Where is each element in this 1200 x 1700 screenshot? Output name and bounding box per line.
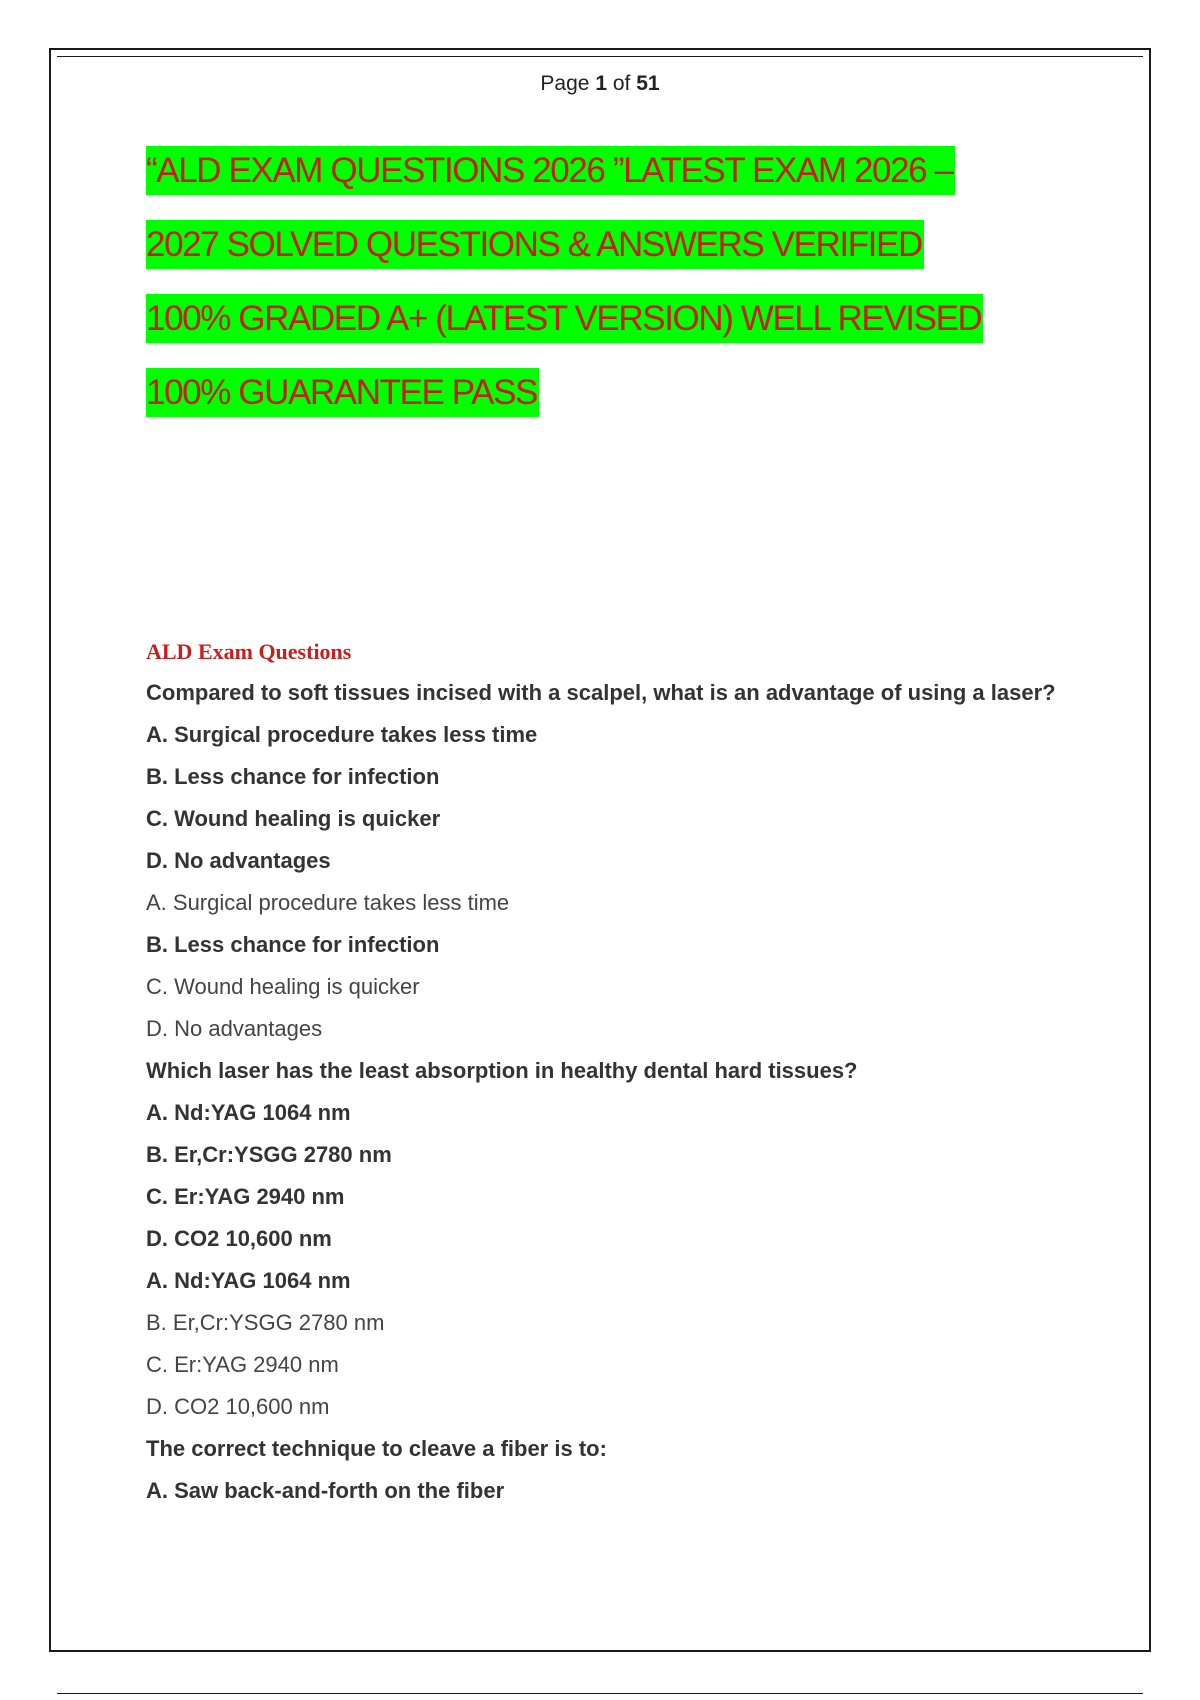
q2-answer-b: B. Er,Cr:YSGG 2780 nm — [146, 1310, 385, 1335]
question-content — [146, 636, 1086, 1512]
q2-answer-a-correct: A. Nd:YAG 1064 nm — [146, 1268, 351, 1293]
q2-option-c: C. Er:YAG 2940 nm — [146, 1184, 345, 1209]
question-3: The correct technique to cleave a fiber is to: — [146, 1436, 607, 1461]
q2-answer-c: C. Er:YAG 2940 nm — [146, 1352, 339, 1377]
q1-answer-b-correct: B. Less chance for infection — [146, 932, 440, 957]
page-current: 1 — [595, 72, 607, 95]
document-title — [146, 146, 1046, 442]
page-number — [0, 72, 1200, 96]
title-line-1: “ALD EXAM QUESTIONS 2026 ”LATEST EXAM 2026 – — [146, 146, 955, 195]
page-prefix: Page — [540, 72, 590, 95]
section-heading: ALD Exam Questions — [146, 639, 352, 664]
q2-option-a: A. Nd:YAG 1064 nm — [146, 1100, 351, 1125]
title-line-3: 100% GRADED A+ (LATEST VERSION) WELL REVISED — [146, 294, 983, 343]
next-page-rule — [57, 1693, 1143, 1694]
q1-option-a: A. Surgical procedure takes less time — [146, 722, 538, 747]
q1-option-d: D. No advantages — [146, 848, 331, 873]
q1-option-c: C. Wound healing is quicker — [146, 806, 441, 831]
question-1: Compared to soft tissues incised with a scalpel, what is an advantage of using a laser? — [146, 680, 1056, 705]
page-total: 51 — [636, 72, 660, 95]
page-of: of — [612, 72, 631, 95]
q1-option-b: B. Less chance for infection — [146, 764, 440, 789]
question-2: Which laser has the least absorption in healthy dental hard tissues? — [146, 1058, 858, 1083]
q2-option-b: B. Er,Cr:YSGG 2780 nm — [146, 1142, 392, 1167]
q2-answer-d: D. CO2 10,600 nm — [146, 1394, 330, 1419]
top-rule — [57, 56, 1143, 57]
title-line-2: 2027 SOLVED QUESTIONS & ANSWERS VERIFIED — [146, 220, 924, 269]
q3-option-a: A. Saw back-and-forth on the fiber — [146, 1478, 505, 1503]
q2-option-d: D. CO2 10,600 nm — [146, 1226, 332, 1251]
q1-answer-d: D. No advantages — [146, 1016, 323, 1041]
title-line-4: 100% GUARANTEE PASS — [146, 368, 539, 417]
q1-answer-c: C. Wound healing is quicker — [146, 974, 420, 999]
q1-answer-a: A. Surgical procedure takes less time — [146, 890, 510, 915]
